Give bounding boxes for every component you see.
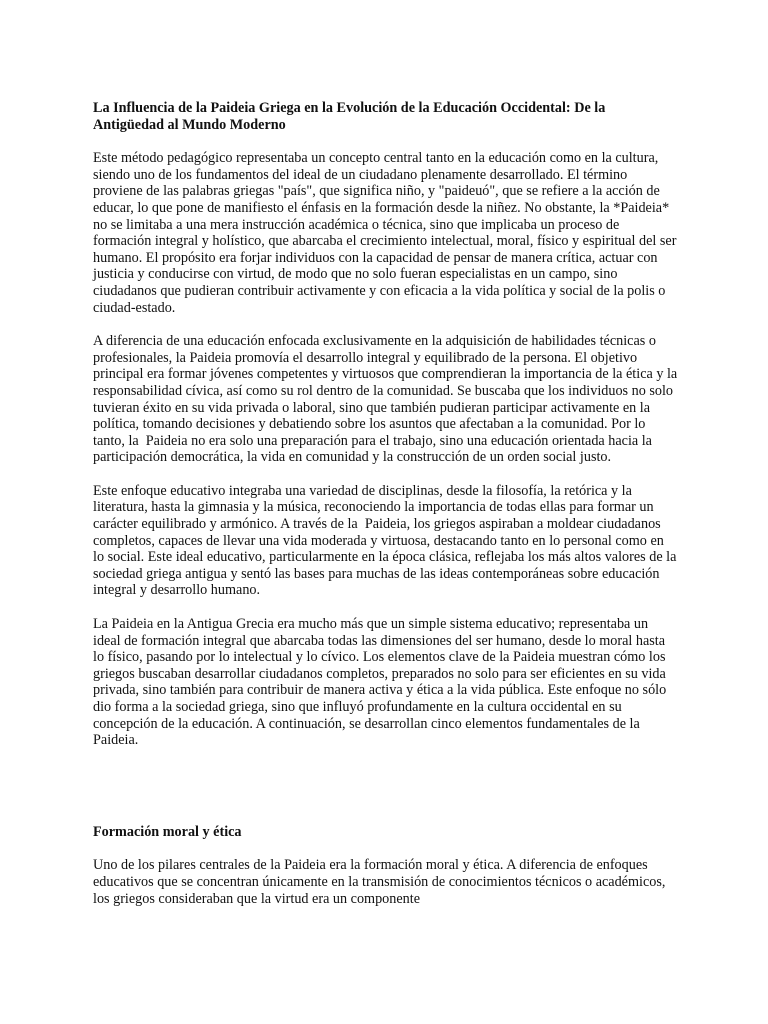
paragraph-2: A diferencia de una educación enfocada exclusivamente en la adquisición de habilidades técnicas o profesionales, la Paideia promovía el desarrollo integral y equilibrado de la persona. El objetivo principal era formar jóvenes competentes y virtuosos que comprendieran la importancia de la ética y la responsabilidad cívica, así como su rol dentro de la comunidad. Se buscaba que los individuos no solo tuvieran éxito en su vida privada o laboral, sino que también pudieran participar activamente en la política, tomando decisiones y debatiendo sobre los asuntos que afectaban a la comunidad. Por lo tanto, la Paideia no era solo una preparación para el trabajo, sino una educación orientada hacia la participación democrática, la vida en comunidad y la construcción de un orden social justo. <box>93 333 681 466</box>
paragraph-1: Este método pedagógico representaba un concepto central tanto en la educación como en la cultura, siendo uno de los fundamentos del ideal de un ciudadano plenamente desarrollado. El término proviene de las palabras griegas "país", que significa niño, y "paideuó", que se refiere a la acción de educar, lo que pone de manifiesto el énfasis en la formación desde la niñez. No obstante, la *Paideia* no se limitaba a una mera instrucción académica o técnica, sino que implicaba un proceso de formación integral y holístico, que abarcaba el crecimiento intelectual, moral, físico y espiritual del ser humano. El propósito era forjar individuos con la capacidad de pensar de manera crítica, actuar con justicia y conducirse con virtud, de modo que no solo fueran especialistas en un campo, sino ciudadanos que pudieran contribuir activamente y con eficacia a la vida política y social de la polis o ciudad-estado. <box>93 150 680 316</box>
document-title: La Influencia de la Paideia Griega en la Evolución de la Educación Occidental: De la Antigüedad al Mundo Moderno <box>93 100 606 133</box>
paragraph-3: Este enfoque educativo integraba una variedad de disciplinas, desde la filosofía, la retórica y la literatura, hasta la gimnasia y la música, reconociendo la importancia de todas ellas para formar un carácter equilibrado y armónico. A través de la Paideia, los griegos aspiraban a moldear ciudadanos completos, capaces de llevar una vida moderada y virtuosa, destacando tanto en lo personal como en lo social. Este ideal educativo, particularmente en la época clásica, reflejaba los más altos valores de la sociedad griega antigua y sentó las bases para muchas de las ideas contemporáneas sobre educación integral y desarrollo humano. <box>93 482 680 599</box>
section-heading: Formación moral y ética <box>93 823 242 840</box>
document-body <box>93 100 681 924</box>
section-paragraph: Uno de los pilares centrales de la Paideia era la formación moral y ética. A diferencia de enfoques educativos que se concentran únicamente en la transmisión de conocimientos técnicos o académicos, los griegos consideraban que la virtud era un componente <box>93 857 669 907</box>
blank-space <box>93 766 678 824</box>
paragraph-4: La Paideia en la Antigua Grecia era mucho más que un simple sistema educativo; representaba un ideal de formación integral que abarcaba todas las dimensiones del ser humano, desde lo moral hasta lo físico, pasando por lo intelectual y lo cívico. Los elementos clave de la Paideia muestran cómo los griegos buscaban desarrollar ciudadanos completos, preparados no solo para ser eficientes en su vida privada, sino también para contribuir de manera activa y ética a la vida pública. Este enfoque no sólo dio forma a la sociedad griega, sino que influyó profundamente en la cultura occidental en su concepción de la educación. A continuación, se desarrollan cinco elementos fundamentales de la Paideia. <box>93 616 670 749</box>
